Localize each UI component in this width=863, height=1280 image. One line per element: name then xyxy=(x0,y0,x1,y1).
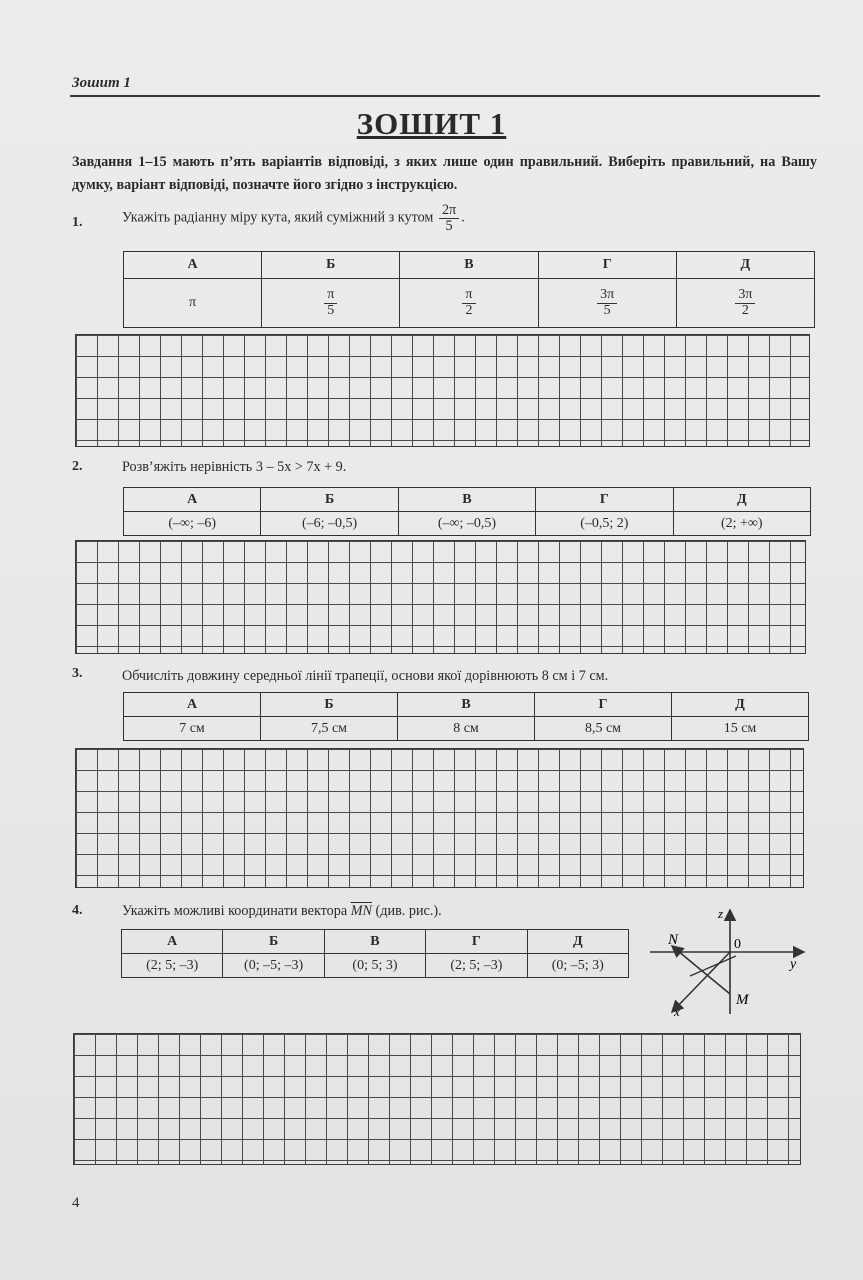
fraction-numerator: π xyxy=(324,288,337,304)
y-axis-label: y xyxy=(790,957,797,972)
option-letter: Б xyxy=(261,693,398,717)
option-letter: Б xyxy=(262,252,400,279)
option-letter: Д xyxy=(673,488,810,512)
option-letter: А xyxy=(124,252,262,279)
work-grid[interactable] xyxy=(75,540,806,654)
work-grid[interactable] xyxy=(73,1033,801,1165)
option-value: (0; –5; –3) xyxy=(223,954,324,978)
instructions-text: Завдання 1–15 мають п’ять варіантів відповіді, з яких лише один правильний. Виберіть правильний, на Вашу думку, варіант відповіді, позначте його згідно з інструкцією. xyxy=(72,154,817,193)
question-number: 1. xyxy=(72,215,83,230)
option-letter: В xyxy=(324,930,425,954)
option-value xyxy=(538,279,676,328)
question-number: 3. xyxy=(72,666,83,681)
coordinate-axes-figure xyxy=(644,904,814,1020)
option-value: 15 см xyxy=(672,717,809,741)
page-title: ЗОШИТ 1 xyxy=(356,106,507,141)
work-grid[interactable] xyxy=(75,334,810,447)
fraction-denominator: 2 xyxy=(465,302,473,318)
option-letter: А xyxy=(124,488,261,512)
option-letter: А xyxy=(122,930,223,954)
running-header: Зошит 1 xyxy=(72,75,131,91)
option-letter: Д xyxy=(676,252,814,279)
option-letter: А xyxy=(124,693,261,717)
option-letter: В xyxy=(398,488,535,512)
question-number: 2. xyxy=(72,459,83,474)
option-value xyxy=(676,279,814,328)
option-value: (2; +∞) xyxy=(673,512,810,536)
fraction-denominator: 5 xyxy=(327,302,335,318)
fraction-numerator: π xyxy=(462,288,475,304)
option-letter: Г xyxy=(535,693,672,717)
question-text-body: Укажіть можливі координати вектора xyxy=(122,903,348,919)
fraction-numerator: 3π xyxy=(597,288,617,304)
vector-label: $\overline{MN}$ xyxy=(350,903,372,919)
x-axis-label: x xyxy=(674,1004,680,1019)
option-letter: Г xyxy=(538,252,676,279)
question-number: 4. xyxy=(72,903,83,918)
question-text: Розв’яжіть нерівність 3 – 5x > 7x + 9. xyxy=(122,459,347,475)
option-value: (0; 5; 3) xyxy=(324,954,425,978)
question-text xyxy=(122,203,465,234)
point-m-label: M xyxy=(736,992,749,1008)
fraction-numerator: 2π xyxy=(439,203,459,219)
option-letter: Д xyxy=(527,930,628,954)
fraction-denominator: 5 xyxy=(603,302,611,318)
answer-options-table xyxy=(123,487,811,536)
fraction-denominator: 2 xyxy=(741,302,749,318)
z-axis-label: z xyxy=(718,906,724,921)
x-axis-line xyxy=(672,952,730,1012)
point-n-label: N xyxy=(668,932,679,948)
work-grid[interactable] xyxy=(75,748,804,888)
option-value xyxy=(262,279,400,328)
option-letter: Д xyxy=(672,693,809,717)
option-value: 7 см xyxy=(124,717,261,741)
option-letter: Г xyxy=(426,930,527,954)
angle-fraction xyxy=(439,203,459,234)
answer-options-table xyxy=(123,251,815,328)
option-letter: В xyxy=(400,252,538,279)
question-text-tail: (див. рис.). xyxy=(375,903,442,919)
option-value: 7,5 см xyxy=(261,717,398,741)
page-number: 4 xyxy=(72,1195,80,1211)
option-value: (–6; –0,5) xyxy=(261,512,398,536)
option-value: 8,5 см xyxy=(535,717,672,741)
option-value: 8 см xyxy=(398,717,535,741)
origin-label: 0 xyxy=(734,937,741,952)
answer-options-table xyxy=(123,692,809,741)
option-value xyxy=(400,279,538,328)
question-text: Обчисліть довжину середньої лінії трапеції, основи якої дорівнюють 8 см і 7 см. xyxy=(122,668,609,684)
option-value: (0; –5; 3) xyxy=(527,954,628,978)
header-divider xyxy=(70,95,820,97)
option-value: (–0,5; 2) xyxy=(536,512,673,536)
option-letter: Б xyxy=(261,488,398,512)
option-letter: В xyxy=(398,693,535,717)
option-value: (2; 5; –3) xyxy=(122,954,223,978)
option-value: (2; 5; –3) xyxy=(426,954,527,978)
vector-mn-line xyxy=(672,946,730,994)
option-value: (–∞; –0,5) xyxy=(398,512,535,536)
question-text xyxy=(122,903,442,920)
answer-options-table xyxy=(121,929,629,978)
option-value: (–∞; –6) xyxy=(124,512,261,536)
option-value: π xyxy=(124,279,262,328)
fraction-denominator: 5 xyxy=(445,217,453,234)
option-letter: Г xyxy=(536,488,673,512)
fraction-numerator: 3π xyxy=(735,288,755,304)
question-text-body: Укажіть радіанну міру кута, який суміжний з кутом xyxy=(122,209,434,226)
question-text-tail: . xyxy=(461,209,465,226)
option-letter: Б xyxy=(223,930,324,954)
